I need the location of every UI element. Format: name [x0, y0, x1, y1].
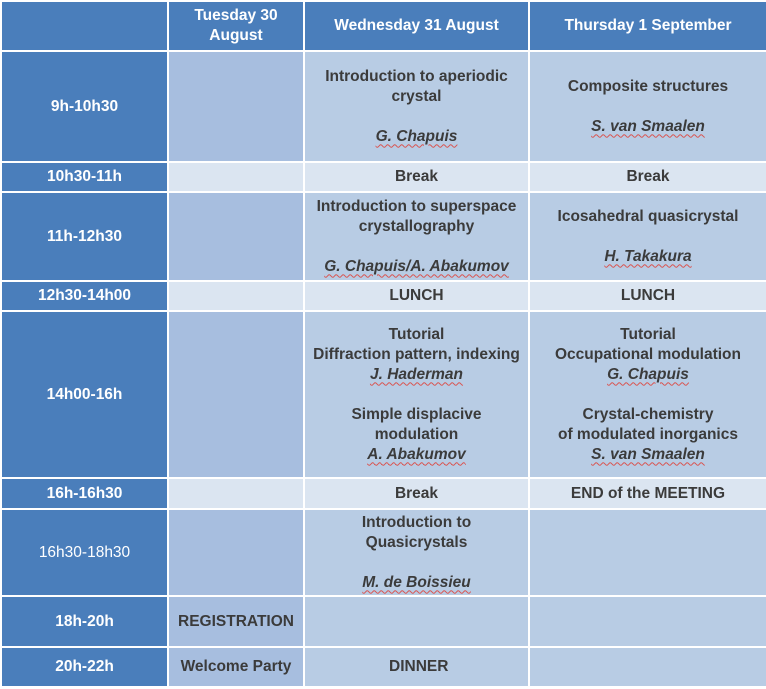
- tuesday-cell: [168, 509, 304, 596]
- wednesday-cell: Break: [304, 162, 529, 192]
- thursday-cell: [529, 509, 766, 596]
- table-row: [1, 192, 766, 281]
- tuesday-cell: [168, 311, 304, 478]
- tuesday-cell: [168, 192, 304, 281]
- header-wednesday: Wednesday 31 August: [304, 1, 529, 51]
- thursday-cell: LUNCH: [529, 281, 766, 311]
- session-title: of modulated inorganics: [558, 425, 738, 443]
- time-cell: 9h-10h30: [1, 51, 168, 162]
- wednesday-cell: [304, 509, 529, 596]
- session-title: Occupational modulation: [554, 345, 741, 363]
- thursday-cell: END of the MEETING: [529, 478, 766, 509]
- wednesday-cell: [304, 596, 529, 647]
- speaker-name: M. de Boissieu: [362, 573, 471, 591]
- session-title: Diffraction pattern, indexing: [313, 345, 520, 363]
- table-row: [1, 162, 766, 192]
- table-row: [1, 281, 766, 311]
- table-row: [1, 509, 766, 596]
- speaker-name: A. Abakumov: [367, 445, 466, 463]
- session-title: Introduction to Quasicrystals: [361, 513, 472, 551]
- speaker-name: G. Chapuis: [375, 127, 458, 145]
- session-title: Introduction to aperiodic crystal: [325, 67, 508, 105]
- time-cell: 16h-16h30: [1, 478, 168, 509]
- speaker-name: S. van Smaalen: [591, 117, 705, 135]
- tuesday-cell: [168, 51, 304, 162]
- wednesday-cell: [304, 647, 529, 687]
- wednesday-cell: [304, 192, 529, 281]
- session-title: Introduction to superspace crystallography: [316, 197, 517, 235]
- session-title: Simple displacive modulation: [351, 405, 482, 443]
- time-cell: 16h30-18h30: [1, 509, 168, 596]
- time-cell: 14h00-16h: [1, 311, 168, 478]
- wednesday-cell: [304, 311, 529, 478]
- table-row: [1, 311, 766, 478]
- thursday-cell: [529, 311, 766, 478]
- header-blank: [1, 1, 168, 51]
- thursday-cell: Break: [529, 162, 766, 192]
- table-row: [1, 596, 766, 647]
- table-row: [1, 647, 766, 687]
- wednesday-cell: Break: [304, 478, 529, 509]
- session-title: Composite structures: [567, 77, 729, 95]
- speaker-name: G. Chapuis/A. Abakumov: [324, 257, 509, 275]
- tuesday-cell: [168, 478, 304, 509]
- time-cell: 11h-12h30: [1, 192, 168, 281]
- wednesday-cell: [304, 51, 529, 162]
- session-title: Crystal-chemistry: [582, 405, 714, 423]
- time-cell: 20h-22h: [1, 647, 168, 687]
- tuesday-cell: [168, 281, 304, 311]
- thursday-cell: [529, 647, 766, 687]
- table-row: [1, 51, 766, 162]
- dinner-label: DINNER: [389, 658, 449, 675]
- wednesday-cell: LUNCH: [304, 281, 529, 311]
- header-thursday: Thursday 1 September: [529, 1, 766, 51]
- session-title: Icosahedral quasicrystal: [557, 207, 739, 225]
- speaker-name: S. van Smaalen: [591, 445, 705, 463]
- time-cell: 12h30-14h00: [1, 281, 168, 311]
- session-label: Tutorial: [620, 325, 676, 343]
- speaker-name: H. Takakura: [604, 247, 692, 265]
- thursday-cell: [529, 192, 766, 281]
- speaker-name: G. Chapuis: [607, 365, 689, 383]
- time-cell: 10h30-11h: [1, 162, 168, 192]
- time-cell: 18h-20h: [1, 596, 168, 647]
- tuesday-cell: Welcome Party: [168, 647, 304, 687]
- thursday-cell: [529, 596, 766, 647]
- table-row: [1, 478, 766, 509]
- thursday-cell: [529, 51, 766, 162]
- session-label: Tutorial: [388, 325, 445, 343]
- tuesday-cell: [168, 162, 304, 192]
- header-row: [1, 1, 766, 51]
- tuesday-cell: REGISTRATION: [168, 596, 304, 647]
- speaker-name: J. Haderman: [369, 365, 464, 383]
- header-tuesday: Tuesday 30 August: [168, 1, 304, 51]
